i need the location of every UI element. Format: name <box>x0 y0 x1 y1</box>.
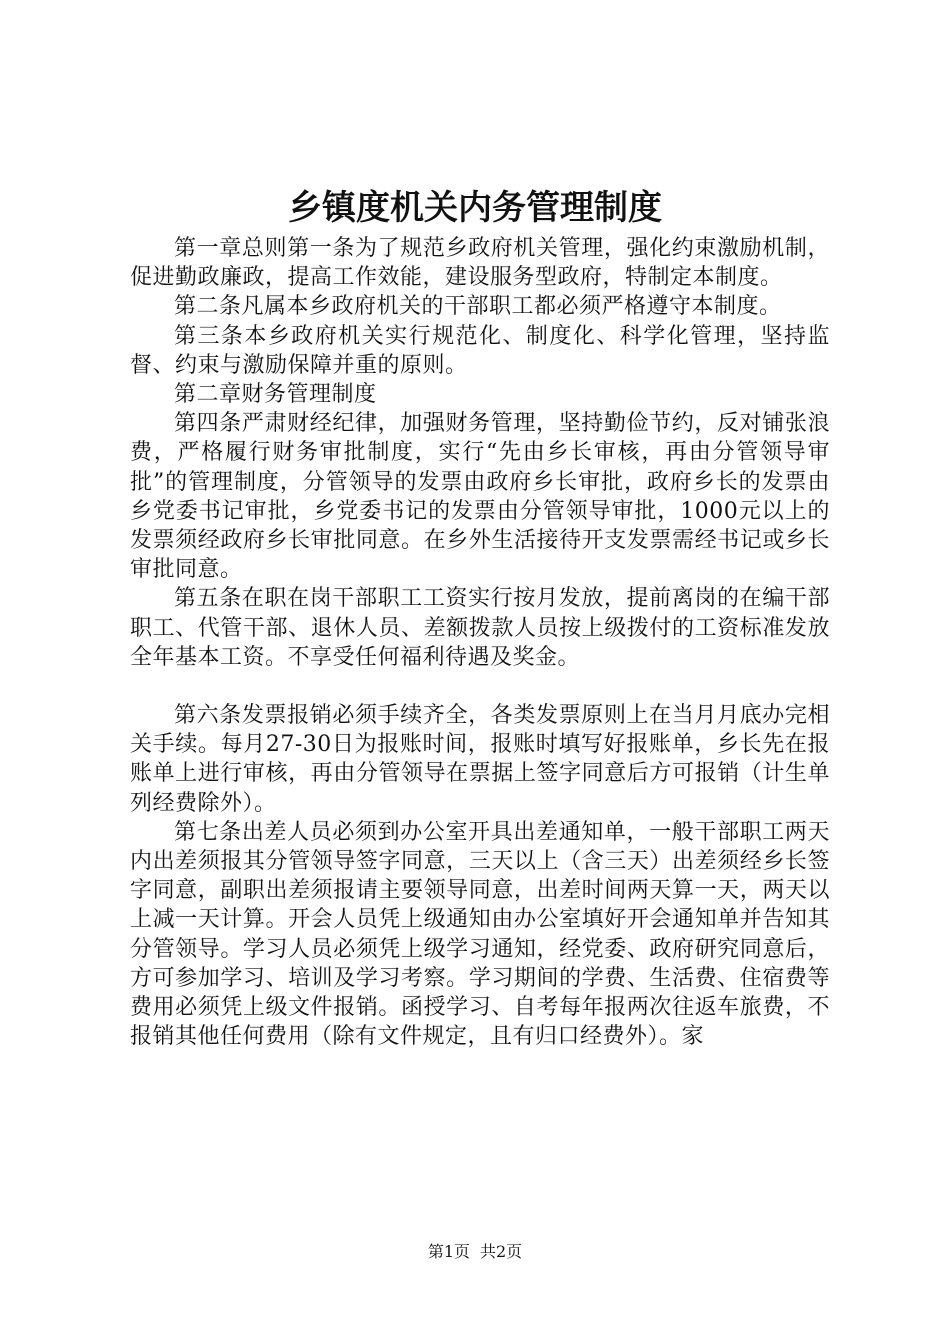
page-number: 第1页 <box>427 1242 470 1261</box>
paragraph-chapter-1-article-1: 第一章总则第一条为了规范乡政府机关管理，强化约束激励机制，促进勤政廉政，提高工作效能，建设服务型政府，特制定本制度。 <box>130 236 830 291</box>
page-footer <box>0 1240 950 1264</box>
paragraph-article-5: 第五条在职在岗干部职工工资实行按月发放，提前离岗的在编干部职工、代管干部、退休人员、差额拨款人员按上级拨付的工资标准发放全年基本工资。不享受任何福利待遇及奖金。 <box>130 586 830 670</box>
paragraph-article-2: 第二条凡属本乡政府机关的干部职工都必须严格遵守本制度。 <box>174 294 782 320</box>
paragraph-article-4: 第四条严肃财经纪律，加强财务管理，坚持勤俭节约，反对铺张浪费，严格履行财务审批制度，实行“先由乡长审核，再由分管领导审批”的管理制度，分管领导的发票由政府乡长审批，政府乡长的发票由乡党委书记审批，乡党委书记的发票由分管领导审批，1000元以上的发票须经政府乡长审批同意。在乡外生活接待开支发票需经书记或乡长审批同意。 <box>130 411 830 583</box>
chapter-2-heading: 第二章财务管理制度 <box>174 382 377 408</box>
paragraph-article-6: 第六条发票报销必须手续齐全，各类发票原则上在当月月底办完相关手续。每月27-30日为报账时间，报账时填写好报账单，乡长先在报账单上进行审核，再由分管领导在票据上签字同意后方可报销（计生单列经费除外）。 <box>130 703 830 816</box>
document-body <box>130 234 830 1051</box>
paragraph-article-3: 第三条本乡政府机关实行规范化、制度化、科学化管理，坚持监督、约束与激励保障并重的原则。 <box>130 323 830 378</box>
document-title: 乡镇度机关内务管理制度 <box>288 188 662 228</box>
paragraph-article-7: 第七条出差人员必须到办公室开具出差通知单，一般干部职工两天内出差须报其分管领导签字同意，三天以上（含三天）出差须经乡长签字同意，副职出差须报请主要领导同意，出差时间两天算一天，两天以上减一天计算。开会人员凭上级通知由办公室填好开会通知单并告知其分管领导。学习人员必须凭上级学习通知，经党委、政府研究同意后，方可参加学习、培训及学习考察。学习期间的学费、生活费、住宿费等费用必须凭上级文件报销。函授学习、自考每年报两次往返车旅费，不报销其他任何费用（除有文件规定，且有归口经费外）。家 <box>130 819 830 1050</box>
page-total: 共2页 <box>480 1242 523 1261</box>
